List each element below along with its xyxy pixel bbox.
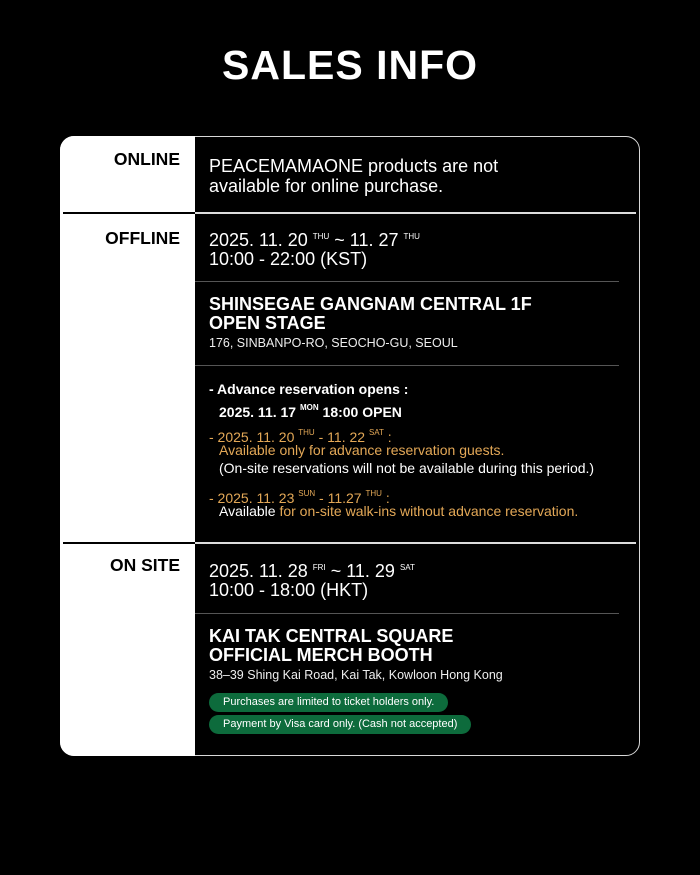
offline-date-sep: ~ xyxy=(334,230,345,250)
onsite-date-start-day: FRI xyxy=(312,563,326,572)
period2-start: - 2025. 11. 23 xyxy=(209,490,295,506)
onsite-date-sep: ~ xyxy=(330,561,342,581)
period2-available: Available xyxy=(219,503,276,519)
period2-end: - 11.27 xyxy=(319,490,362,506)
onsite-address: 38–39 Shing Kai Road, Kai Tak, Kowloon Hong Kong xyxy=(209,668,503,682)
offline-address: 176, SINBANPO-RO, SEOCHO-GU, SEOUL xyxy=(209,336,458,350)
page-title: SALES INFO xyxy=(221,42,479,88)
period2-end-day: THU xyxy=(365,489,382,498)
visa-only-badge: Payment by Visa card only. (Cash not accepted) xyxy=(209,715,471,734)
advance-time: 18:00 OPEN xyxy=(322,404,402,420)
period1-colon: : xyxy=(387,429,392,445)
section-label-offline: OFFLINE xyxy=(105,228,180,248)
period1-end-day: SAT xyxy=(368,428,384,437)
offline-date-start-day: THU xyxy=(312,232,330,241)
onsite-venue-line-2: OFFICIAL MERCH BOOTH xyxy=(209,645,433,665)
offline-divider-1 xyxy=(195,281,619,282)
offline-date-end-day: THU xyxy=(403,232,420,241)
advance-date-day: MON xyxy=(299,403,319,412)
offline-date-start: 2025. 11. 20 xyxy=(209,230,308,250)
offline-venue-line-1: SHINSEGAE GANGNAM CENTRAL 1F xyxy=(209,294,532,314)
divider-break xyxy=(63,212,195,214)
advance-date-value: 2025. 11. 17 xyxy=(219,404,297,420)
period1-line-1: Available only for advance reservation guests. xyxy=(219,442,505,458)
offline-date-end: 11. 27 xyxy=(349,230,399,250)
offline-date xyxy=(209,226,420,251)
onsite-date-end: 11. 29 xyxy=(346,561,395,581)
period1-line-2: (On-site reservations will not be available during this period.) xyxy=(219,460,595,476)
onsite-venue-line-1: KAI TAK CENTRAL SQUARE xyxy=(209,626,454,646)
onsite-date-start: 2025. 11. 28 xyxy=(209,561,308,581)
onsite-date xyxy=(209,557,415,582)
offline-divider-2 xyxy=(195,365,619,366)
advance-heading: - Advance reservation opens : xyxy=(209,381,409,397)
period2-start-day: SUN xyxy=(298,489,316,498)
ticket-holders-badge: Purchases are limited to ticket holders only. xyxy=(209,693,448,712)
period1-start-day: THU xyxy=(298,428,315,437)
offline-venue-line-2: OPEN STAGE xyxy=(209,313,326,333)
section-label-onsite: ON SITE xyxy=(109,555,180,575)
advance-date xyxy=(219,398,402,422)
divider-break xyxy=(63,542,195,544)
period2-line xyxy=(219,502,578,521)
period2-walkin: for on-site walk-ins without advance reservation. xyxy=(279,503,579,519)
period1-end: - 11. 22 xyxy=(318,429,366,445)
section-divider-online xyxy=(63,212,636,214)
section-label-online: ONLINE xyxy=(113,149,180,169)
onsite-date-end-day: SAT xyxy=(399,563,415,572)
online-line-2: available for online purchase. xyxy=(209,176,444,196)
online-line-1: PEACEMAMAONE products are not xyxy=(209,156,499,176)
section-divider-offline xyxy=(63,542,636,544)
offline-time: 10:00 - 22:00 (KST) xyxy=(209,249,368,269)
period2-colon: : xyxy=(385,490,390,506)
onsite-time: 10:00 - 18:00 (HKT) xyxy=(209,580,369,600)
onsite-divider-1 xyxy=(195,613,619,614)
period1-start: - 2025. 11. 20 xyxy=(209,429,295,445)
